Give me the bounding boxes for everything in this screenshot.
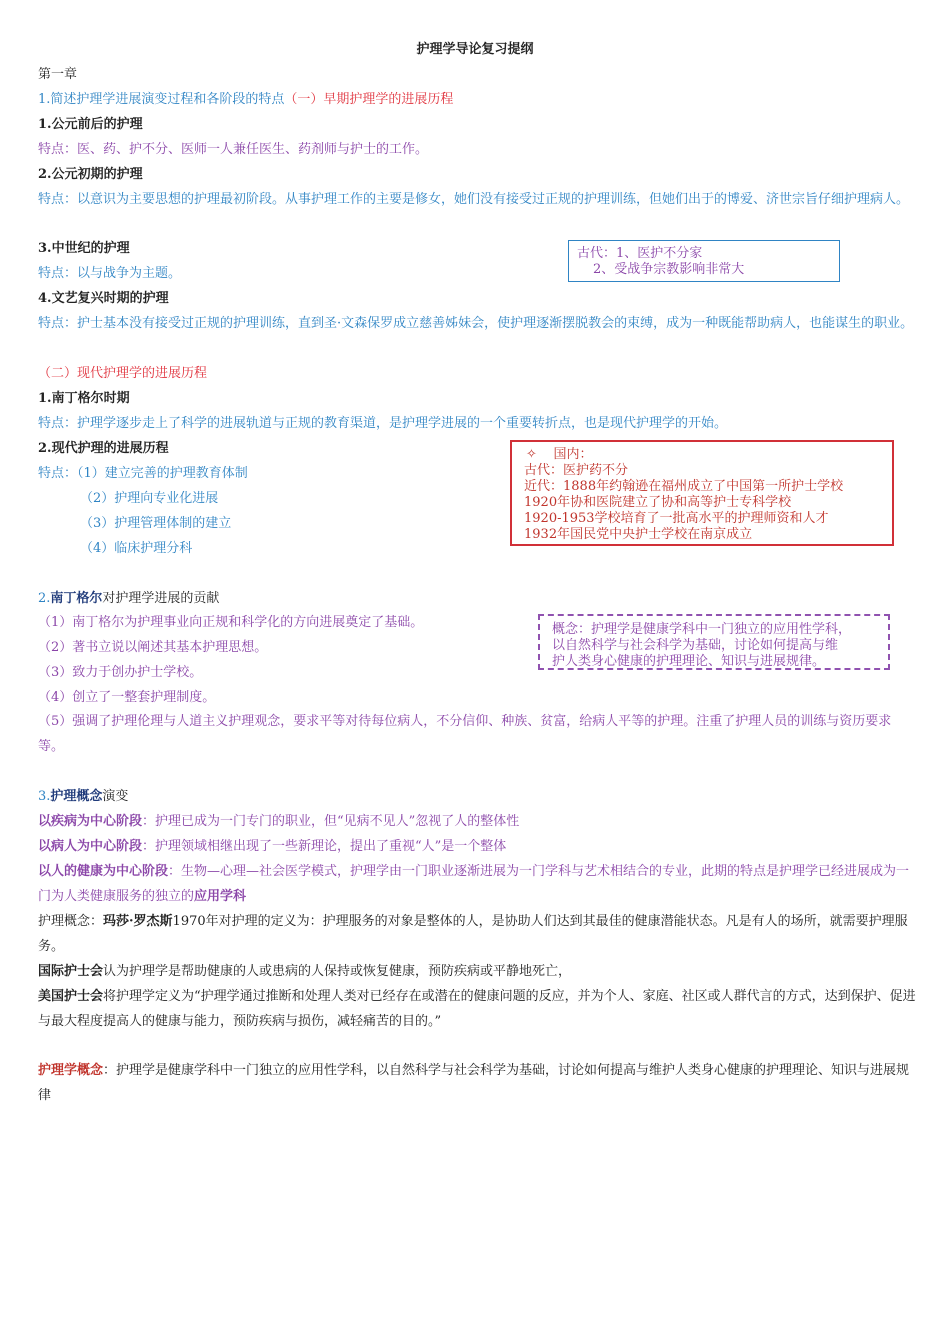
domestic-line: 1932年国民党中央护士学校在南京成立	[524, 527, 753, 542]
m2-feature-1	[38, 461, 248, 486]
m2-heading: 2.现代护理的进展历程	[38, 441, 169, 456]
question-3-rest: 演变	[102, 789, 129, 804]
s3-text: 特点：以与战争为主题。	[38, 266, 182, 281]
section-modern-heading: （二）现代护理学的进展历程	[38, 366, 208, 381]
stage-3	[38, 859, 916, 909]
stage-1	[38, 809, 519, 834]
def2-text: 认为护理学是帮助健康的人或患病的人保持或恢复健康，预防疾病或平静地死亡，	[103, 964, 572, 979]
stage-1-label: 以疾病为中心阶段	[38, 814, 143, 829]
question-2	[38, 586, 219, 611]
q2-item: （3）致力于创办护士学校。	[38, 665, 203, 680]
question-2-name: 南丁格尔	[50, 591, 103, 606]
definition-rogers	[38, 909, 916, 959]
document-title: 护理学导论复习提纲	[416, 42, 534, 57]
definition-icn	[38, 959, 571, 984]
stage-3-label: 以人的健康为中心阶段	[38, 864, 169, 879]
stage-3-text: ：生物—心理—社会医学模式，护理学由一门职业逐渐进展为一门学科与艺术相结合的专业，此期的特点是护理学已经进展成为一门为人类健康服务的独立的	[38, 864, 910, 904]
stage-3-bold: 应用学科	[194, 889, 247, 904]
concept-line: 概念：护理学是健康学科中一门独立的应用性学科，	[552, 622, 852, 637]
question-1	[38, 87, 453, 112]
m1-heading: 1.南丁格尔时期	[38, 391, 130, 406]
m2-item: （1）建立完善的护理教育体制	[77, 466, 248, 481]
def3-text: 将护理学定义为“护理学通过推断和处理人类对已经存在或潜在的健康问题的反应，并为个人、家庭、社区或人群代言的方式，达到保护、促进与最大程度提高人的健康与能力，预防疾病与损伤，减轻痛苦的目的。”	[38, 989, 916, 1029]
domestic-note-box	[510, 440, 894, 546]
ancient-note-box	[568, 240, 840, 282]
q2-item: （2）著书立说以阐述其基本护理思想。	[38, 640, 268, 655]
m2-label: 特点：	[38, 466, 78, 481]
m2-item: （2）护理向专业化进展	[80, 491, 219, 506]
question-3-number: 3.	[38, 789, 51, 804]
s1-text: 特点：医、药、护不分、医师一人兼任医生、药剂师与护士的工作。	[38, 142, 429, 157]
definition-ana	[38, 984, 916, 1034]
stage-1-text: ：护理已成为一门专门的职业，但“见病不见人”忽视了人的整体性	[142, 814, 520, 829]
s4-heading: 4.文艺复兴时期的护理	[38, 291, 169, 306]
def1-text: 1970年对护理的定义为：护理服务的对象是整体的人，是协助人们达到其最佳的健康潜能状态。凡是有人的场所，就需要护理服务。	[38, 914, 908, 954]
concept-line: 以自然科学与社会科学为基础，讨论如何提高与维	[552, 638, 839, 653]
def1-prefix: 护理概念：	[38, 914, 104, 929]
s1-heading: 1.公元前后的护理	[38, 117, 143, 132]
def2-name: 国际护士会	[38, 964, 104, 979]
question-3	[38, 784, 128, 809]
final-text: ：护理学是健康学科中一门独立的应用性学科，以自然科学与社会科学为基础，讨论如何提高与维护人类身心健康的护理理论、知识与进展规律	[38, 1063, 910, 1103]
concept-line: 护人类身心健康的护理理论、知识与进展规律。	[552, 654, 826, 669]
q2-item: （4）创立了一整套护理制度。	[38, 690, 216, 705]
s2-heading: 2.公元初期的护理	[38, 167, 143, 182]
final-concept	[38, 1058, 916, 1108]
question-2-number: 2.	[38, 591, 51, 606]
s3-heading: 3.中世纪的护理	[38, 241, 130, 256]
def1-name: 玛莎·罗杰斯	[103, 914, 173, 929]
def3-name: 美国护士会	[38, 989, 104, 1004]
stage-2-label: 以病人为中心阶段	[38, 839, 143, 854]
domestic-line: 近代：1888年约翰逊在福州成立了中国第一所护士学校	[524, 479, 844, 494]
section-early-heading: （一）早期护理学的进展历程	[284, 92, 454, 107]
domestic-line: 古代：医护药不分	[524, 463, 629, 478]
m2-item: （3）护理管理体制的建立	[80, 516, 232, 531]
ancient-line-2: 2、受战争宗教影响非常大	[593, 262, 745, 277]
s4-text: 特点：护士基本没有接受过正规的护理训练，直到圣·文森保罗成立慈善姊妹会，使护理逐渐摆脱教会的束缚，成为一种既能帮助病人，也能谋生的职业。	[38, 316, 914, 331]
m1-text: 特点：护理学逐步走上了科学的进展轨道与正规的教育渠道，是护理学进展的一个重要转折点，也是现代护理学的开始。	[38, 416, 728, 431]
domestic-line: 1920-1953学校培育了一批高水平的护理师资和人才	[524, 511, 829, 526]
chapter-heading: 第一章	[38, 67, 78, 82]
q2-item: （1）南丁格尔为护理事业向正规和科学化的方向进展奠定了基础。	[38, 615, 424, 630]
m2-item: （4）临床护理分科	[80, 541, 193, 556]
s2-text: 特点：以意识为主要思想的护理最初阶段。从事护理工作的主要是修女，她们没有接受过正规的护理训练，但她们出于的博爱、济世宗旨仔细护理病人。	[38, 192, 910, 207]
concept-note-box	[538, 614, 890, 670]
question-1-prefix: 1.简述护理学进展演变过程和各阶段的特点	[38, 92, 285, 107]
domestic-header: 国内：	[553, 447, 593, 462]
question-3-name: 护理概念	[50, 789, 103, 804]
ancient-line-1: 古代：1、医护不分家	[577, 246, 703, 261]
domestic-line: 1920年协和医院建立了协和高等护士专科学校	[524, 495, 792, 510]
stage-2-text: ：护理领域相继出现了一些新理论，提出了重视“人”是一个整体	[142, 839, 507, 854]
question-2-rest: 对护理学进展的贡献	[102, 591, 220, 606]
q2-item-5: （5）强调了护理伦理与人道主义护理观念，要求平等对待每位病人，不分信仰、种族、贫富，给病人平等的护理。注重了护理人员的训练与资历要求等。	[38, 714, 892, 754]
final-label: 护理学概念	[38, 1063, 104, 1078]
diamond-icon: ✧	[526, 447, 537, 462]
stage-2	[38, 834, 506, 859]
